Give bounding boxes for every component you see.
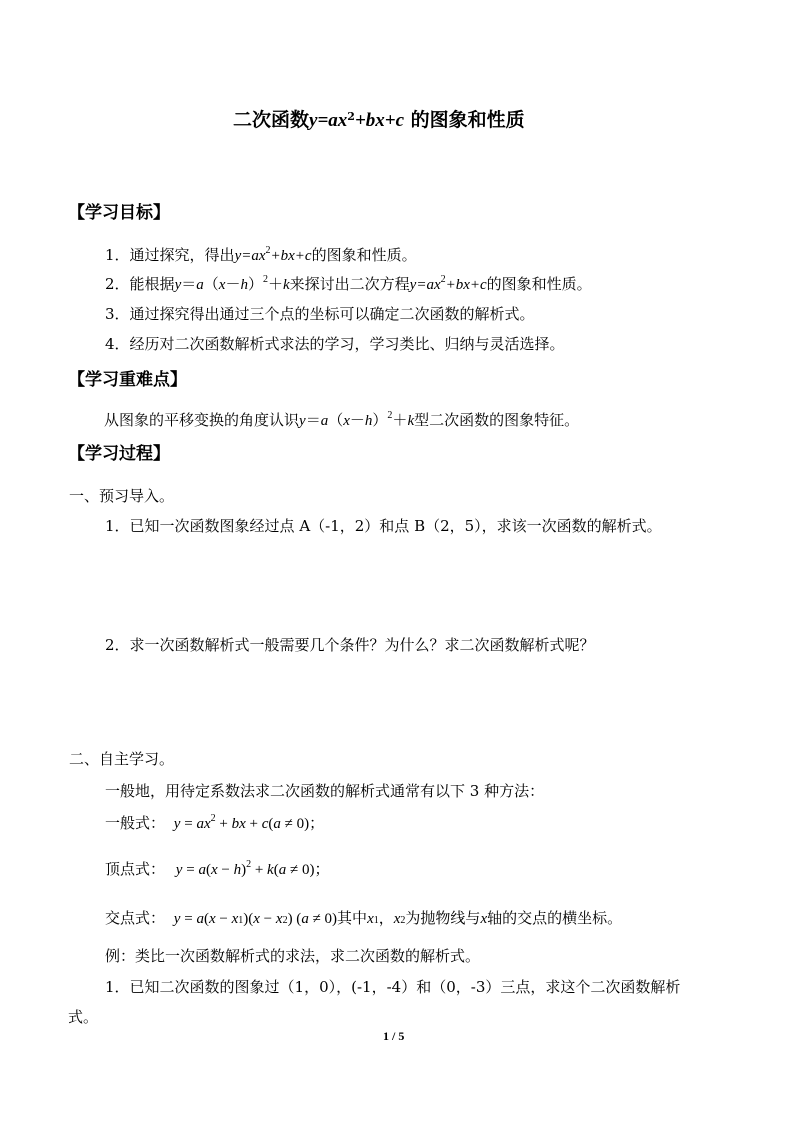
objective-item-4: 4．经历对二次函数解析式求法的学习，学习类比、归纳与灵活选择。 [105,335,565,353]
page-number: 1 / 5 [383,1029,405,1043]
section-heading-difficulties: 【学习重难点】 [68,370,187,390]
intercept-form-formula: $y = a(x - x_1)(x - x_2)$ (a ≠ 0) [173,911,338,927]
intercept-form: 交点式： $y = a(x - x_1)(x - x_2)$ (a ≠ 0)其中$x_1$，$x_2$为抛物线与x轴的交点的横坐标。 [105,909,623,927]
objective-item-3: 3．通过探究得出通过三个点的坐标可以确定二次函数的解析式。 [105,305,535,323]
general-form-formula: $y = ax^2$ + bx + c(a ≠ 0) [173,813,310,832]
example-intro: 例：类比一次函数解析式的求法，求二次函数的解析式。 [105,947,481,965]
part2-heading: 二、自主学习。 [69,750,175,768]
part1-heading: 一、预习导入。 [69,487,175,505]
objective-item-2: 2．能根据$y=a(x-h)^2+k$来探讨出二次方程$y=ax^2+bx+c$的图象和性质。 [105,274,592,293]
part2-intro: 一般地，用待定系数法求二次函数的解析式通常有以下 3 种方法： [105,782,545,800]
preview-question-1: 1．已知一次函数图象经过点 A（-1，2）和点 B（2，5），求该一次函数的解析式。 [105,517,662,535]
difficulties-text: 从图象的平移变换的角度认识$y=a(x-h)^2+k$型二次函数的图象特征。 [104,410,580,429]
vertex-form: 顶点式： $y = a(x - h)^2 + k(a \ne 0)$； [105,859,330,878]
general-form: 一般式： $y = ax^2$ + bx + c(a ≠ 0)； [105,813,325,832]
section-heading-objectives: 【学习目标】 [68,203,170,223]
section-heading-process: 【学习过程】 [68,444,170,464]
example-question-1-line-1: 1．已知二次函数的图象过（1，0），(-1，-4）和（0，-3）三点，求这个二次函数解析 [105,978,681,996]
objective-item-1: 1．通过探究，得出$y=ax^2+bx+c$的图象和性质。 [105,245,417,264]
preview-question-2: 2．求一次函数解析式一般需要几个条件？为什么？求二次函数解析式呢？ [105,636,595,654]
example-question-1-line-2: 式。 [68,1008,99,1026]
page-title: 二次函数$y=ax^2+bx+c$ 的图象和性质 [233,109,525,131]
vertex-form-formula: $y = a(x - h)^2 + k(a \ne 0)$ [175,859,315,878]
